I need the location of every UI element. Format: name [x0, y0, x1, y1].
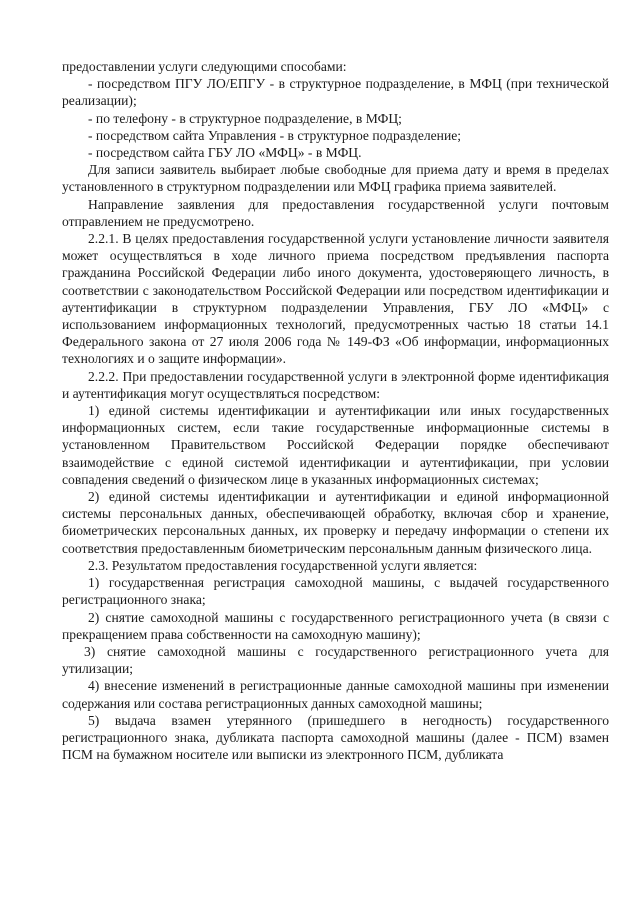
- document-body: [62, 58, 609, 763]
- paragraph-appointment: Для записи заявитель выбирает любые свободные для приема дату и время в пределах установленного в структурном подразделении или МФЦ графика приема заявителей.: [62, 162, 609, 195]
- paragraph-postal: Направление заявления для предоставления государственной услуги почтовым отправлением не предусмотрено.: [62, 196, 609, 229]
- paragraph-2-2-2-item-2: 2) единой системы идентификации и аутентификации и единой информационной системы персональных данных, обеспечивающей обработку, включая сбор и хранение, биометрических персональных данных, их проверку и передачу информации о степени их соответствия предоставленным биометрическим персональным данным физического лица.: [62, 489, 609, 556]
- paragraph-intro: предоставлении услуги следующими способами:: [62, 59, 347, 74]
- paragraph-2-3-item-4: 4) внесение изменений в регистрационные данные самоходной машины при изменении содержания или состава регистрационных данных самоходной машины;: [62, 678, 609, 711]
- paragraph-2-3-item-3: 3) снятие самоходной машины с государственного регистрационного учета для утилизации;: [62, 643, 609, 677]
- list-item-pgu: - посредством ПГУ ЛО/ЕПГУ - в структурное подразделение, в МФЦ (при технической реализации);: [62, 76, 609, 109]
- paragraph-2-3-item-5: 5) выдача взамен утерянного (пришедшего в негодность) государственного регистрационного знака, дубликата паспорта самоходной машины (далее - ПСМ) взамен ПСМ на бумажном носителе или выписки из электронного ПСМ, дубликата: [62, 712, 609, 763]
- paragraph-2-2-1: 2.2.1. В целях предоставления государственной услуги установление личности заявителя может осуществляться в ходе личного приема посредством предъявления паспорта гражданина Российской Федерации либо иного документа, удостоверяющего личность, в соответствии с законодательством Российской Федерации или посредством идентификации и аутентификации в структурном подразделении Управления, ГБУ ЛО «МФЦ» с использованием информационных технологий, предусмотренных частью 18 статьи 14.1 Федерального закона от 27 июля 2006 года № 149-ФЗ «Об информации, информационных технологиях и о защите информации».: [62, 231, 609, 367]
- paragraph-2-3: 2.3. Результатом предоставления государственной услуги является:: [88, 557, 478, 573]
- list-item-mfc-site: - посредством сайта ГБУ ЛО «МФЦ» - в МФЦ.: [88, 145, 362, 161]
- paragraph-2-2-2: 2.2.2. При предоставлении государственной услуги в электронной форме идентификация и аутентификация могут осуществляться посредством:: [62, 368, 609, 401]
- paragraph-2-3-item-2: 2) снятие самоходной машины с государственного регистрационного учета (в связи с прекращением права собственности на самоходную машину);: [62, 609, 609, 642]
- list-item-department-site: - посредством сайта Управления - в структурное подразделение;: [88, 127, 462, 143]
- paragraph-2-3-item-1: 1) государственная регистрация самоходной машины, с выдачей государственного регистрационного знака;: [62, 575, 609, 608]
- list-item-phone: - по телефону - в структурное подразделение, в МФЦ;: [88, 110, 402, 126]
- paragraph-2-2-2-item-1: 1) единой системы идентификации и аутентификации или иных государственных информационных систем, если такие государственные информационные системы в установленном Правительством Российской Федерации порядке обеспечивают взаимодействие с единой системой идентификации и аутентификации, при условии совпадения сведений о физическом лице в указанных информационных системах;: [62, 403, 609, 487]
